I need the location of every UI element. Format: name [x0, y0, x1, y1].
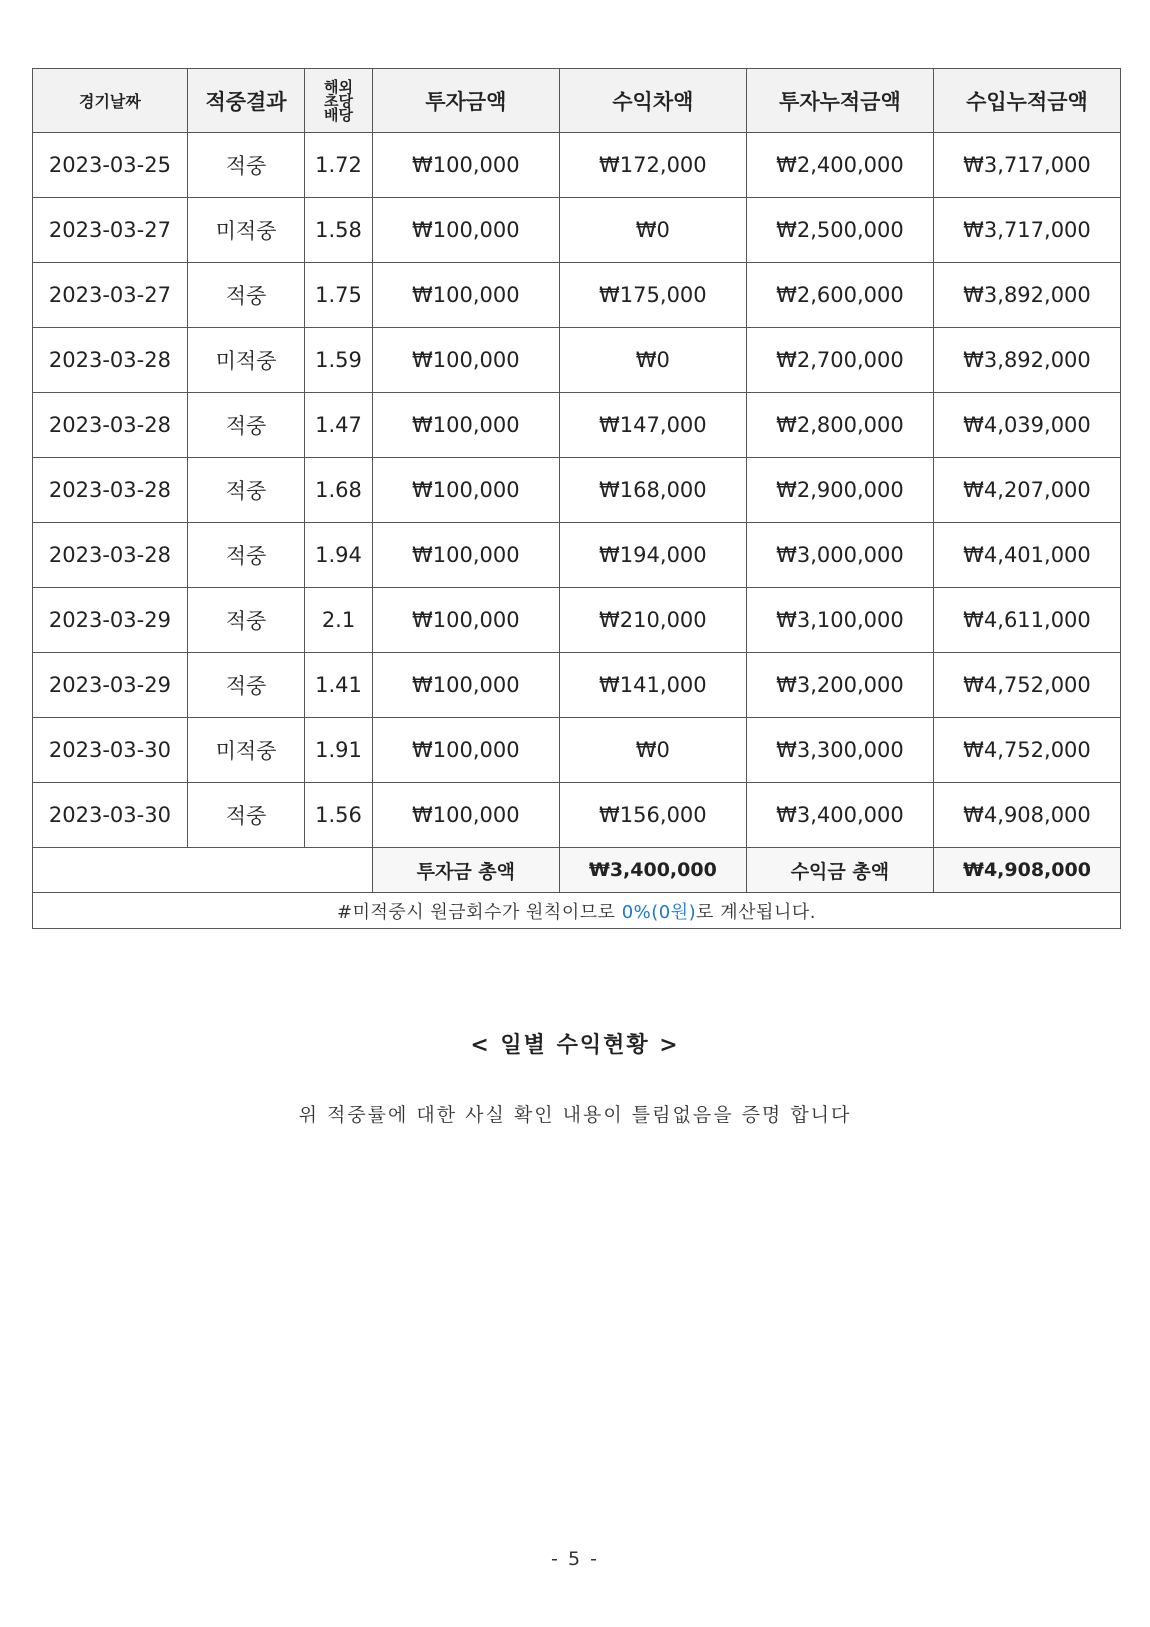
- note-cell: [33, 893, 1121, 929]
- table-row: [33, 653, 1121, 718]
- cell-date: 2023-03-29: [33, 653, 188, 718]
- header-odds-label: 해외 초당 배당: [324, 77, 353, 124]
- cell-result: 적중: [187, 653, 304, 718]
- betting-ledger-table: [32, 68, 1121, 929]
- cell-invest: ₩100,000: [372, 783, 559, 848]
- cell-income-cum: ₩3,892,000: [933, 263, 1120, 328]
- cell-date: 2023-03-28: [33, 523, 188, 588]
- cell-date: 2023-03-30: [33, 718, 188, 783]
- cell-odds: 1.41: [305, 653, 373, 718]
- cell-invest-cum: ₩2,900,000: [746, 458, 933, 523]
- cell-income-cum: ₩4,611,000: [933, 588, 1120, 653]
- cell-odds: 2.1: [305, 588, 373, 653]
- cell-invest: ₩100,000: [372, 328, 559, 393]
- cell-invest: ₩100,000: [372, 133, 559, 198]
- cell-date: 2023-03-28: [33, 393, 188, 458]
- cell-profit: ₩0: [559, 718, 746, 783]
- page-number: - 5 -: [551, 1548, 599, 1570]
- cell-invest-cum: ₩3,400,000: [746, 783, 933, 848]
- cell-odds: 1.58: [305, 198, 373, 263]
- note-row: [33, 893, 1121, 929]
- cell-invest-cum: ₩2,400,000: [746, 133, 933, 198]
- table-row: [33, 393, 1121, 458]
- cell-result: 적중: [187, 458, 304, 523]
- cell-invest: ₩100,000: [372, 393, 559, 458]
- cell-date: 2023-03-28: [33, 458, 188, 523]
- cell-odds: 1.72: [305, 133, 373, 198]
- cell-income-cum: ₩4,752,000: [933, 653, 1120, 718]
- cell-result: 미적중: [187, 718, 304, 783]
- cell-income-cum: ₩3,717,000: [933, 198, 1120, 263]
- cell-invest-cum: ₩3,300,000: [746, 718, 933, 783]
- cell-profit: ₩0: [559, 198, 746, 263]
- cell-invest-cum: ₩3,200,000: [746, 653, 933, 718]
- cell-odds: 1.68: [305, 458, 373, 523]
- table-header-row: [33, 69, 1121, 133]
- cell-profit: ₩0: [559, 328, 746, 393]
- cell-profit: ₩175,000: [559, 263, 746, 328]
- cell-result: 적중: [187, 783, 304, 848]
- cell-profit: ₩156,000: [559, 783, 746, 848]
- cell-date: 2023-03-27: [33, 198, 188, 263]
- cell-result: 미적중: [187, 198, 304, 263]
- cell-date: 2023-03-27: [33, 263, 188, 328]
- cell-income-cum: ₩4,908,000: [933, 783, 1120, 848]
- table-row: [33, 458, 1121, 523]
- cell-invest-cum: ₩3,000,000: [746, 523, 933, 588]
- cell-odds: 1.91: [305, 718, 373, 783]
- table-row: [33, 133, 1121, 198]
- cell-profit: ₩141,000: [559, 653, 746, 718]
- cell-date: 2023-03-29: [33, 588, 188, 653]
- header-profit: 수익차액: [559, 69, 746, 133]
- table-row: [33, 263, 1121, 328]
- invest-total-value: ₩3,400,000: [559, 848, 746, 893]
- cell-invest: ₩100,000: [372, 653, 559, 718]
- cell-invest-cum: ₩2,700,000: [746, 328, 933, 393]
- cell-invest: ₩100,000: [372, 718, 559, 783]
- header-odds: [305, 69, 373, 133]
- cell-odds: 1.75: [305, 263, 373, 328]
- cell-result: 적중: [187, 133, 304, 198]
- cell-invest-cum: ₩2,500,000: [746, 198, 933, 263]
- cell-income-cum: ₩3,717,000: [933, 133, 1120, 198]
- cell-income-cum: ₩4,207,000: [933, 458, 1120, 523]
- cell-income-cum: ₩4,401,000: [933, 523, 1120, 588]
- header-income-cum: 수입누적금액: [933, 69, 1120, 133]
- cell-result: 적중: [187, 393, 304, 458]
- header-date: 경기날짜: [33, 69, 188, 133]
- note-text-highlight: 0%(0원): [621, 901, 697, 923]
- table-row: [33, 588, 1121, 653]
- cell-income-cum: ₩4,039,000: [933, 393, 1120, 458]
- table-row: [33, 328, 1121, 393]
- cell-odds: 1.56: [305, 783, 373, 848]
- cell-invest: ₩100,000: [372, 263, 559, 328]
- header-invest-cum: 투자누적금액: [746, 69, 933, 133]
- table-row: [33, 718, 1121, 783]
- cell-income-cum: ₩3,892,000: [933, 328, 1120, 393]
- cell-profit: ₩172,000: [559, 133, 746, 198]
- cell-invest: ₩100,000: [372, 458, 559, 523]
- cell-invest-cum: ₩2,800,000: [746, 393, 933, 458]
- cell-income-cum: ₩4,752,000: [933, 718, 1120, 783]
- header-result: 적중결과: [187, 69, 304, 133]
- cell-profit: ₩168,000: [559, 458, 746, 523]
- cell-invest-cum: ₩2,600,000: [746, 263, 933, 328]
- cell-invest: ₩100,000: [372, 523, 559, 588]
- cell-odds: 1.59: [305, 328, 373, 393]
- section-title: < 일별 수익현황 >: [470, 1032, 680, 1058]
- income-total-label: 수익금 총액: [746, 848, 933, 893]
- certification-statement: 위 적중률에 대한 사실 확인 내용이 틀림없음을 증명 합니다: [298, 1104, 852, 1126]
- table-row: [33, 783, 1121, 848]
- cell-result: 적중: [187, 523, 304, 588]
- invest-total-label: 투자금 총액: [372, 848, 559, 893]
- cell-profit: ₩210,000: [559, 588, 746, 653]
- note-text-after: 로 계산됩니다.: [696, 901, 816, 923]
- cell-date: 2023-03-25: [33, 133, 188, 198]
- table-row: [33, 523, 1121, 588]
- note-text-before: #미적중시 원금회수가 원칙이므로: [337, 901, 622, 923]
- cell-profit: ₩147,000: [559, 393, 746, 458]
- cell-invest: ₩100,000: [372, 588, 559, 653]
- cell-result: 미적중: [187, 328, 304, 393]
- cell-odds: 1.94: [305, 523, 373, 588]
- cell-date: 2023-03-28: [33, 328, 188, 393]
- cell-date: 2023-03-30: [33, 783, 188, 848]
- cell-invest: ₩100,000: [372, 198, 559, 263]
- cell-invest-cum: ₩3,100,000: [746, 588, 933, 653]
- cell-result: 적중: [187, 588, 304, 653]
- cell-profit: ₩194,000: [559, 523, 746, 588]
- table-row: [33, 198, 1121, 263]
- income-total-value: ₩4,908,000: [933, 848, 1120, 893]
- header-invest: 투자금액: [372, 69, 559, 133]
- totals-row: [33, 848, 1121, 893]
- cell-odds: 1.47: [305, 393, 373, 458]
- totals-blank-cell: [33, 848, 373, 893]
- cell-result: 적중: [187, 263, 304, 328]
